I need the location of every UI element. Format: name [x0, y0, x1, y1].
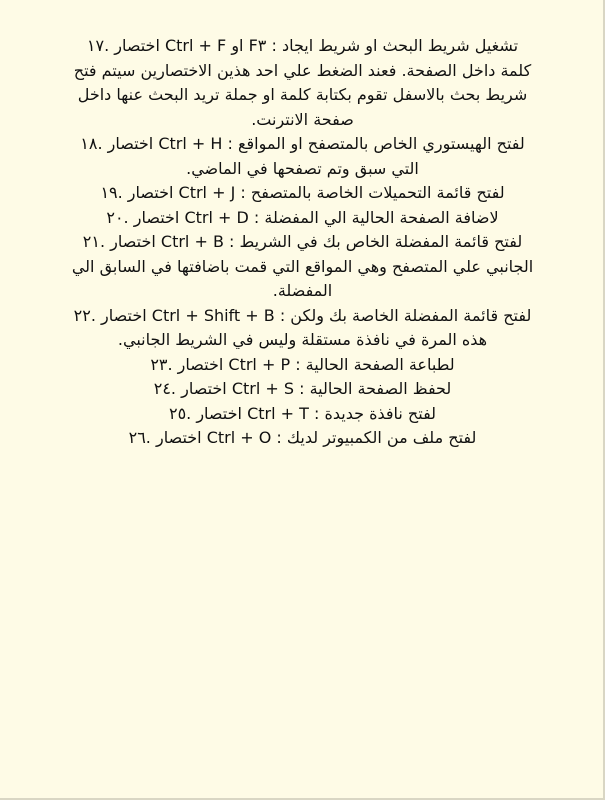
entry-line: كلمة داخل الصفحة. فعند الضغط علي احد هذين الاختصارين سيتم فتح — [73, 60, 532, 80]
entry-line: لفتح نافذة جديدة : Ctrl + T اختصار .٢٥ — [168, 403, 437, 423]
shortcut-entry-26 — [40, 426, 565, 451]
entry-line: لفتح قائمة التحميلات الخاصة بالمتصفح : Ctrl + J اختصار .١٩ — [100, 183, 505, 202]
entry-line: لاضافة الصفحة الحالية الي المفضلة : Ctrl + D اختصار .٢٠ — [106, 207, 499, 227]
entry-line: صفحة الانترنت. — [251, 109, 354, 129]
shortcut-list — [40, 34, 565, 451]
shortcut-entry-22 — [40, 304, 565, 353]
shortcut-entry-19 — [40, 181, 565, 206]
entry-line: هذه المرة في نافذة مستقلة وليس في الشريط الجانبي. — [117, 330, 488, 349]
entry-line: لحفظ الصفحة الحالية : Ctrl + S اختصار .٢٤ — [153, 379, 452, 398]
entry-line: لطباعة الصفحة الحالية : Ctrl + P اختصار .٢٣ — [150, 354, 455, 374]
shortcut-entry-21 — [40, 230, 565, 304]
shortcut-entry-17 — [40, 34, 565, 132]
entry-line: تشغيل شريط البحث او شريط ايجاد : F٣ او Ctrl + F اختصار .١٧ — [86, 36, 519, 55]
entry-line: لفتح قائمة المفضلة الخاصة بك ولكن : Ctrl + Shift + B اختصار .٢٢ — [73, 305, 532, 325]
entry-line: لفتح ملف من الكمبيوتر لديك : Ctrl + O اختصار .٢٦ — [128, 428, 477, 447]
entry-line: شريط بحث بالاسفل تقوم بكتابة كلمة او جملة تريد البحث عنها داخل — [77, 85, 528, 104]
shortcut-entry-24 — [40, 377, 565, 402]
shortcut-entry-20 — [40, 206, 565, 231]
entry-line: التي سبق وتم تصفحها في الماضي. — [186, 158, 419, 178]
entry-line: لفتح الهيستوري الخاص بالمتصفح او المواقع : Ctrl + H اختصار .١٨ — [80, 134, 525, 153]
entry-line: لفتح قائمة المفضلة الخاص بك في الشريط : Ctrl + B اختصار .٢١ — [82, 232, 523, 251]
entry-line: المفضلة. — [272, 281, 333, 300]
shortcut-entry-23 — [40, 353, 565, 378]
shortcut-entry-25 — [40, 402, 565, 427]
entry-line: الجانبي علي المتصفح وهي المواقع التي قمت باضافتها في السابق الي — [71, 256, 534, 276]
shortcut-entry-18 — [40, 132, 565, 181]
